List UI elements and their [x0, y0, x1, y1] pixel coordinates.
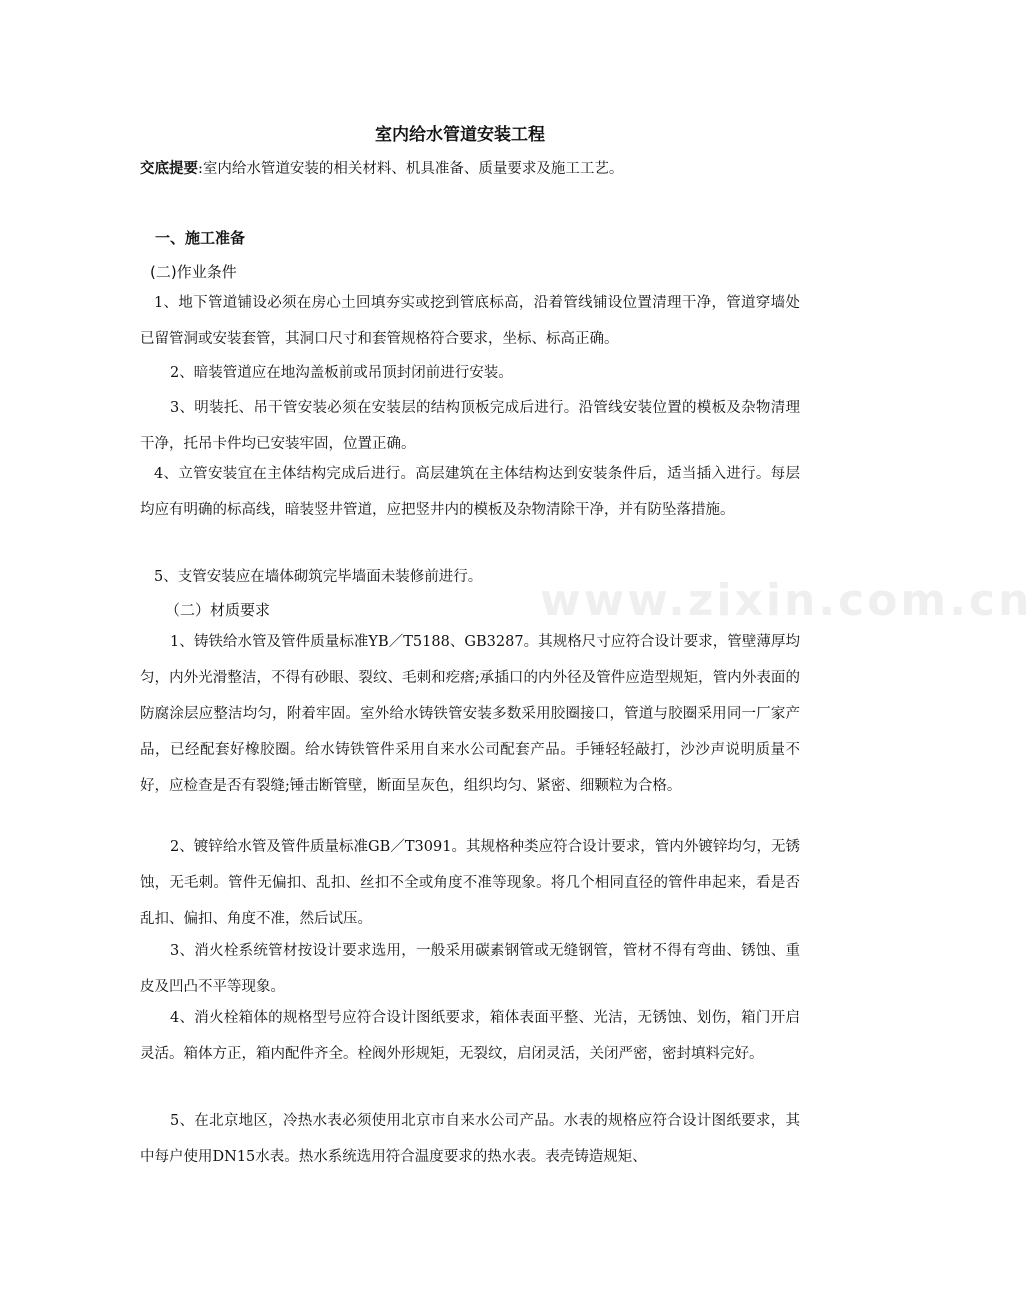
- paragraph: 3、明装托、吊干管安装必须在安装层的结构顶板完成后进行。沿管线安装位置的模板及杂物清理干净，托吊卡件均已安装牢固，位置正确。: [140, 400, 800, 452]
- subsection-heading-materials: （二）材质要求: [165, 601, 271, 619]
- paragraph: 1、地下管道铺设必须在房心土回填夯实或挖到管底标高，沿着管线铺设位置清理干净，管道穿墙处已留管洞或安装套管，其洞口尺寸和套管规格符合要求，坐标、标高正确。: [140, 295, 800, 347]
- paragraph: 3、消火栓系统管材按设计要求选用，一般采用碳素钢管或无缝钢管，管材不得有弯曲、锈蚀、重皮及凹凸不平等现象。: [140, 943, 800, 995]
- section-heading: 一、施工准备: [155, 229, 246, 247]
- paragraph: 1、铸铁给水管及管件质量标准YB／T5188、GB3287。其规格尺寸应符合设计要求，管壁薄厚均匀，内外光滑整洁，不得有砂眼、裂纹、毛刺和疙瘩;承插口的内外径及管件应造型规矩，管内外表面的防腐涂层应整洁均匀，附着牢固。室外给水铸铁管安装多数采用胶圈接口，管道与胶圈采用同一厂家产品，已经配套好橡胶圈。给水铸铁管件采用自来水公司配套产品。手锤轻轻敲打，沙沙声说明质量不好，应检查是否有裂缝;锤击断管壁，断面呈灰色，组织均匀、紧密、细颗粒为合格。: [140, 634, 800, 794]
- summary-label: 交底提要: [140, 161, 198, 177]
- summary-text: :室内给水管道安装的相关材料、机具准备、质量要求及施工工艺。: [198, 161, 624, 177]
- paragraph: 5、支管安装应在墙体砌筑完毕墙面未装修前进行。: [154, 569, 483, 585]
- paragraph: 2、暗装管道应在地沟盖板前或吊顶封闭前进行安装。: [170, 365, 513, 381]
- document-title: 室内给水管道安装工程: [375, 125, 545, 145]
- paragraph: 5、在北京地区，冷热水表必须使用北京市自来水公司产品。水表的规格应符合设计图纸要求，其中每户使用DN15水表。热水系统选用符合温度要求的热水表。表壳铸造规矩、: [140, 1113, 800, 1165]
- paragraph: 4、消火栓箱体的规格型号应符合设计图纸要求，箱体表面平整、光洁，无锈蚀、划伤，箱门开启灵活。箱体方正，箱内配件齐全。栓阀外形规矩，无裂纹，启闭灵活，关闭严密，密封填料完好。: [140, 1010, 800, 1062]
- summary: [140, 157, 800, 178]
- subsection-heading-work-conditions: (二)作业条件: [150, 263, 237, 281]
- watermark: www.zixin.com.cn: [540, 575, 1032, 626]
- paragraph: 2、镀锌给水管及管件质量标准GB／T3091。其规格种类应符合设计要求，管内外镀锌均匀，无锈蚀，无毛刺。管件无偏扣、乱扣、丝扣不全或角度不准等现象。将几个相同直径的管件串起来，看是否乱扣、偏扣、角度不准，然后试压。: [140, 839, 800, 927]
- paragraph: 4、立管安装宜在主体结构完成后进行。高层建筑在主体结构达到安装条件后，适当插入进行。每层均应有明确的标高线，暗装竖井管道，应把竖井内的模板及杂物清除干净，并有防坠落措施。: [140, 466, 800, 518]
